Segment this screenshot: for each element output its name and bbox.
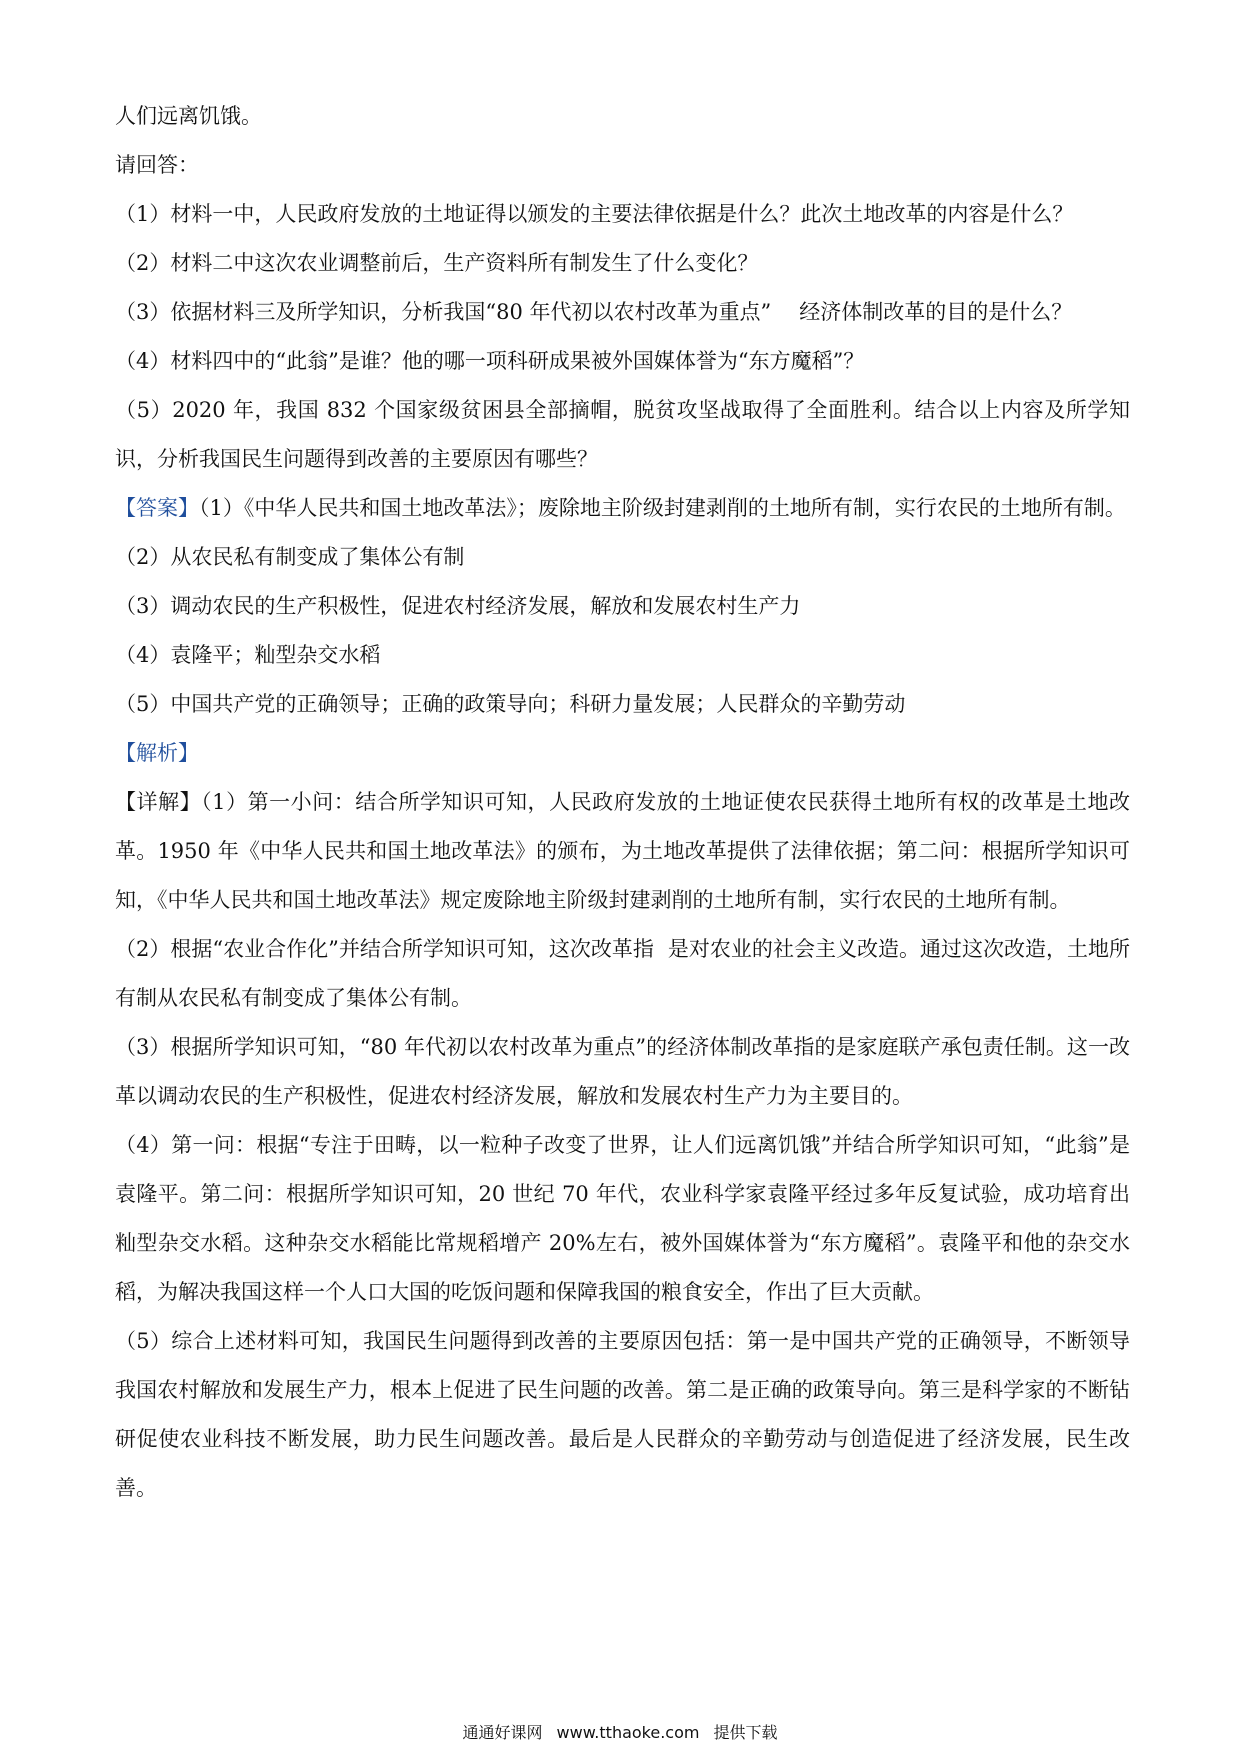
answer-2: （2）从农民私有制变成了集体公有制 (115, 545, 465, 569)
analysis-paragraph-2-part-b: 是对农业的社会主义改造。通过这次改造，土地所有制从农民私有制变成了集体公有制。 (115, 937, 1130, 1010)
analysis-paragraph-2-part-a: （2）根据“农业合作化”并结合所学知识可知，这次改革指 (115, 937, 654, 961)
footer-url[interactable]: www.tthaoke.com (556, 1723, 700, 1742)
analysis-paragraph-2 (115, 925, 1130, 1023)
question-4: （4）材料四中的“此翁”是谁？他的哪一项科研成果被外国媒体誉为“东方魔稻”？ (115, 349, 865, 373)
footer-site-name: 通通好课网 (462, 1723, 543, 1742)
analysis-paragraph-3: （3）根据所学知识可知，“80 年代初以农村改革为重点”的经济体制改革指的是家庭联产承包责任制。这一改革以调动农民的生产积极性，促进农村经济发展，解放和发展农村生产力为主要目的。 (115, 1035, 1130, 1108)
analysis-paragraph-5: （5）综合上述材料可知，我国民生问题得到改善的主要原因包括：第一是中国共产党的正确领导，不断领导我国农村解放和发展生产力，根本上促进了民生问题的改善。第二是正确的政策导向。第三是科学家的不断钻研促使农业科技不断发展，助力民生问题改善。最后是人民群众的辛勤劳动与创造促进了经济发展，民生改善。 (115, 1329, 1130, 1500)
answer-5: （5）中国共产党的正确领导；正确的政策导向；科研力量发展；人民群众的辛勤劳动 (115, 692, 906, 716)
page-footer (0, 1722, 1240, 1744)
answer-4: （4）袁隆平；籼型杂交水稻 (115, 643, 381, 667)
footer-suffix: 提供下载 (713, 1723, 778, 1742)
document-page (115, 92, 1130, 1513)
question-3 (115, 288, 1130, 337)
analysis-paragraph-4: （4）第一问：根据“专注于田畴，以一粒种子改变了世界，让人们远离饥饿”并结合所学知识可知，“此翁”是袁隆平。第二问：根据所学知识可知，20 世纪 70 年代，农业科学家袁隆平经过多年反复试验，成功培育出籼型杂交水稻。这种杂交水稻能比常规稻增产 20%左右，被外国媒体誉为“东方魔稻”。袁隆平和他的杂交水稻，为解决我国这样一个人口大国的吃饭问题和保障我国的粮食安全，作出了巨大贡献。 (115, 1133, 1130, 1304)
answer-1 (115, 484, 1130, 533)
detail-tag: 【详解】 (115, 790, 202, 814)
answer-tag: 【答案】 (115, 496, 199, 520)
answer-1-text: （1）《中华人民共和国土地改革法》；废除地主阶级封建剥削的土地所有制，实行农民的土地所有制。 (199, 496, 1126, 520)
question-3-part-b: 经济体制改革的目的是什么？ (799, 300, 1073, 324)
question-3-part-a: （3）依据材料三及所学知识，分析我国“80 年代初以农村改革为重点” (115, 300, 772, 324)
question-2: （2）材料二中这次农业调整前后，生产资料所有制发生了什么变化？ (115, 251, 759, 275)
analysis-paragraph-1 (115, 778, 1130, 925)
question-5: （5）2020 年，我国 832 个国家级贫困县全部摘帽，脱贫攻坚战取得了全面胜利。结合以上内容及所学知识，分析我国民生问题得到改善的主要原因有哪些？ (115, 398, 1130, 471)
answer-3: （3）调动农民的生产积极性，促进农村经济发展，解放和发展农村生产力 (115, 594, 801, 618)
analysis-tag: 【解析】 (115, 741, 199, 765)
lead-line: 人们远离饥饿。 (115, 104, 262, 128)
question-1: （1）材料一中，人民政府发放的土地证得以颁发的主要法律依据是什么？此次土地改革的内容是什么？ (115, 202, 1074, 226)
answer-prompt: 请回答： (115, 153, 199, 177)
analysis-paragraph-1-text: （1）第一小问：结合所学知识可知，人民政府发放的土地证使农民获得土地所有权的改革是土地改革。1950 年《中华人民共和国土地改革法》的颁布，为土地改革提供了法律依据；第二问：根据所学知识可知，《中华人民共和国土地改革法》规定废除地主阶级封建剥削的土地所有制，实行农民的土地所有制。 (115, 790, 1130, 912)
